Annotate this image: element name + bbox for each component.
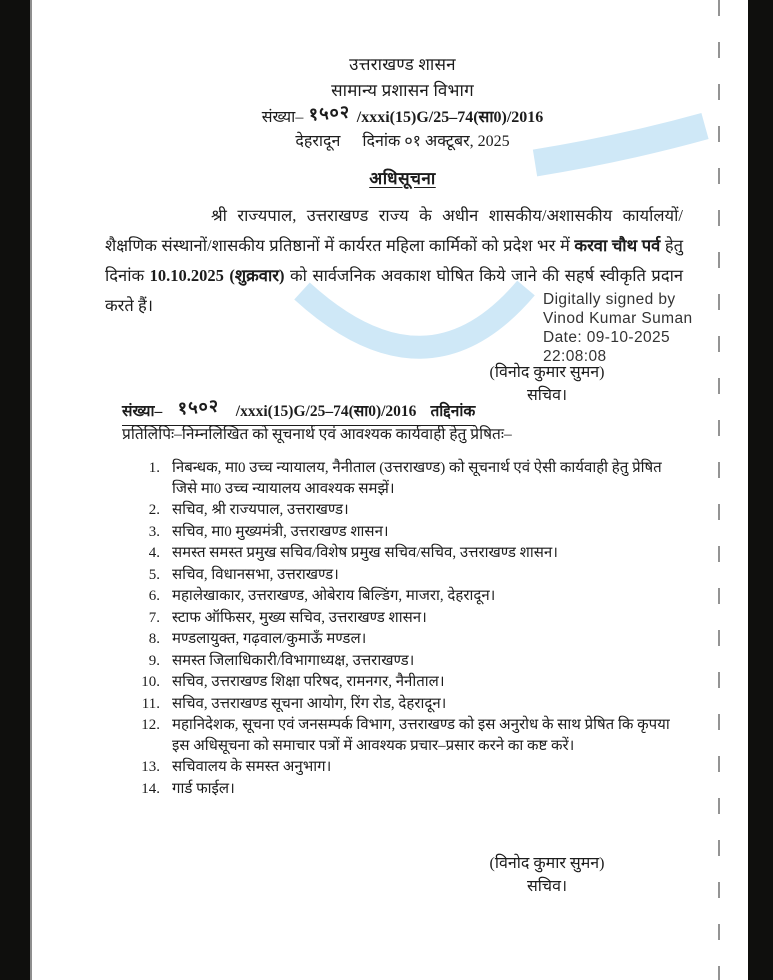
body-seg-3: हेतु दिनांक xyxy=(105,236,683,285)
digital-signature-line-1: Digitally signed by xyxy=(543,291,676,308)
list-item-number: 13. xyxy=(141,759,160,775)
document-page xyxy=(30,0,748,980)
document-header xyxy=(125,52,680,154)
document-text-layer xyxy=(30,0,748,980)
list-item xyxy=(134,694,686,715)
body-seg-5: को सार्वजनिक अवकाश घोषित किये जाने की सहर्ष स्वीकृति प्रदान करते हैं। xyxy=(105,266,684,315)
scan-border-right xyxy=(748,0,773,980)
list-item-text: महालेखाकार, उत्तराखण्ड, ओबेराय बिल्डिंग, माजरा, देहरादून। xyxy=(172,588,496,604)
issue-date: दिनांक ०१ अक्टूबर, 2025 xyxy=(362,133,510,150)
list-item xyxy=(134,629,686,650)
list-item-text: मण्डलायुक्त, गढ़वाल/कुमाऊँ मण्डल। xyxy=(172,631,367,647)
body-festival-name: करवा चौथ पर्व xyxy=(574,236,661,255)
list-item-text: सचिवालय के समस्त अनुभाग। xyxy=(172,759,332,775)
list-item xyxy=(134,522,686,543)
list-item xyxy=(134,715,686,756)
reference-number-line xyxy=(125,101,680,130)
list-item xyxy=(134,565,686,586)
list-item xyxy=(134,651,686,672)
list-item-number: 4. xyxy=(148,545,160,561)
list-item-text: समस्त जिलाधिकारी/विभागाध्यक्ष, उत्तराखण्ड। xyxy=(172,652,415,669)
copy-reference-suffix: तद्दिनांक xyxy=(430,403,476,420)
notification-title: अधिसूचना xyxy=(369,169,436,188)
list-item-text: गार्ड फाईल। xyxy=(172,780,235,797)
list-item-number: 10. xyxy=(141,674,160,690)
digital-signature-stamp xyxy=(543,290,753,366)
signature-block-footer xyxy=(442,852,652,898)
copy-reference-handwritten-number: १५०२ xyxy=(177,395,221,419)
list-item xyxy=(134,672,686,693)
list-item xyxy=(134,608,686,629)
list-item xyxy=(134,543,686,564)
copy-intro-line: प्रतिलिपिः–निम्नलिखित को सूचनार्थ एवं आवश्यक कार्यवाही हेतु प्रेषितः– xyxy=(122,426,512,443)
list-item-number: 8. xyxy=(148,631,160,647)
list-item-number: 6. xyxy=(148,588,160,604)
place-name: देहरादून xyxy=(295,133,341,150)
list-item-text: सचिव, श्री राज्यपाल, उत्तराखण्ड। xyxy=(172,502,349,518)
list-item xyxy=(134,779,686,800)
list-item-number: 3. xyxy=(148,523,160,540)
list-item-number: 11. xyxy=(141,695,160,712)
reference-number-label: संख्या– xyxy=(261,109,304,126)
scan-border-left xyxy=(0,0,32,980)
list-item xyxy=(134,458,686,499)
copy-reference-label: संख्या– xyxy=(122,403,163,420)
list-item xyxy=(134,500,686,521)
place-date-line xyxy=(125,130,680,154)
footer-signatory-designation: सचिव। xyxy=(526,878,568,895)
body-holiday-date: 10.10.2025 (शुक्रवार) xyxy=(149,266,285,285)
list-item-text: सचिव, उत्तराखण्ड सूचना आयोग, रिंग रोड, देहरादून। xyxy=(172,695,447,712)
department-name: सामान्य प्रशासन विभाग xyxy=(331,81,474,100)
footer-signatory-name: (विनोद कुमार सुमन) xyxy=(489,855,605,872)
list-item-text: सचिव, मा0 मुख्यमंत्री, उत्तराखण्ड शासन। xyxy=(172,523,389,540)
list-item-text: निबन्धक, मा0 उच्च न्यायालय, नैनीताल (उत्तराखण्ड) को सूचनार्थ एवं ऐसी कार्यवाही हेतु प्रेषित जिसे मा0 उच्च न्यायालय आवश्यक समझें। xyxy=(172,460,662,497)
government-name: उत्तराखण्ड शासन xyxy=(349,55,456,74)
digital-signature-line-3: Date: 09-10-2025 xyxy=(543,329,671,346)
list-item-number: 5. xyxy=(148,566,160,583)
signatory-designation: सचिव। xyxy=(526,387,568,404)
list-item-number: 1. xyxy=(148,460,160,476)
list-item-text: महानिदेशक, सूचना एवं जनसम्पर्क विभाग, उत्तराखण्ड को इस अनुरोध के साथ प्रेषित कि कृपया इस अधिसूचना को समाचार पत्रों में आवश्यक प्रचार–प्रसार करने का कष्ट करें। xyxy=(172,717,670,754)
list-item xyxy=(134,757,686,778)
list-item-number: 7. xyxy=(148,609,160,626)
digital-signature-line-2: Vinod Kumar Suman xyxy=(543,310,693,327)
list-item-text: सचिव, विधानसभा, उत्तराखण्ड। xyxy=(172,566,339,583)
copy-reference-number-rest: /xxxi(15)G/25–74(सा0)/2016 xyxy=(235,403,417,420)
perforation-line xyxy=(718,0,720,980)
handwritten-number: १५०२ xyxy=(308,101,352,125)
list-item-text: समस्त समस्त प्रमुख सचिव/विशेष प्रमुख सचिव/सचिव, उत्तराखण्ड शासन। xyxy=(172,545,558,561)
list-item-number: 9. xyxy=(148,652,160,669)
list-item-number: 2. xyxy=(148,502,160,518)
list-item-number: 14. xyxy=(141,780,160,797)
body-seg-1: श्री राज्यपाल, उत्तराखण्ड राज्य के अधीन शासकीय/अशासकीय कार्यालयों/शैक्षणिक संस्थानों/शासकीय प्रतिष्ठानों में कार्यरत महिला कार्मिकों को प्रदेश भर में xyxy=(105,206,683,255)
signatory-name: (विनोद कुमार सुमन) xyxy=(489,364,605,381)
list-item-text: स्टाफ ऑफिसर, मुख्य सचिव, उत्तराखण्ड शासन। xyxy=(172,609,427,626)
digital-signature-line-4: 22:08:08 xyxy=(543,348,607,365)
list-item xyxy=(134,586,686,607)
list-item-text: सचिव, उत्तराखण्ड शिक्षा परिषद, रामनगर, नैनीताल। xyxy=(172,674,445,690)
reference-number-rest: /xxxi(15)G/25–74(सा0)/2016 xyxy=(356,109,544,126)
copy-recipient-list xyxy=(134,458,686,800)
list-item-number: 12. xyxy=(141,717,160,733)
